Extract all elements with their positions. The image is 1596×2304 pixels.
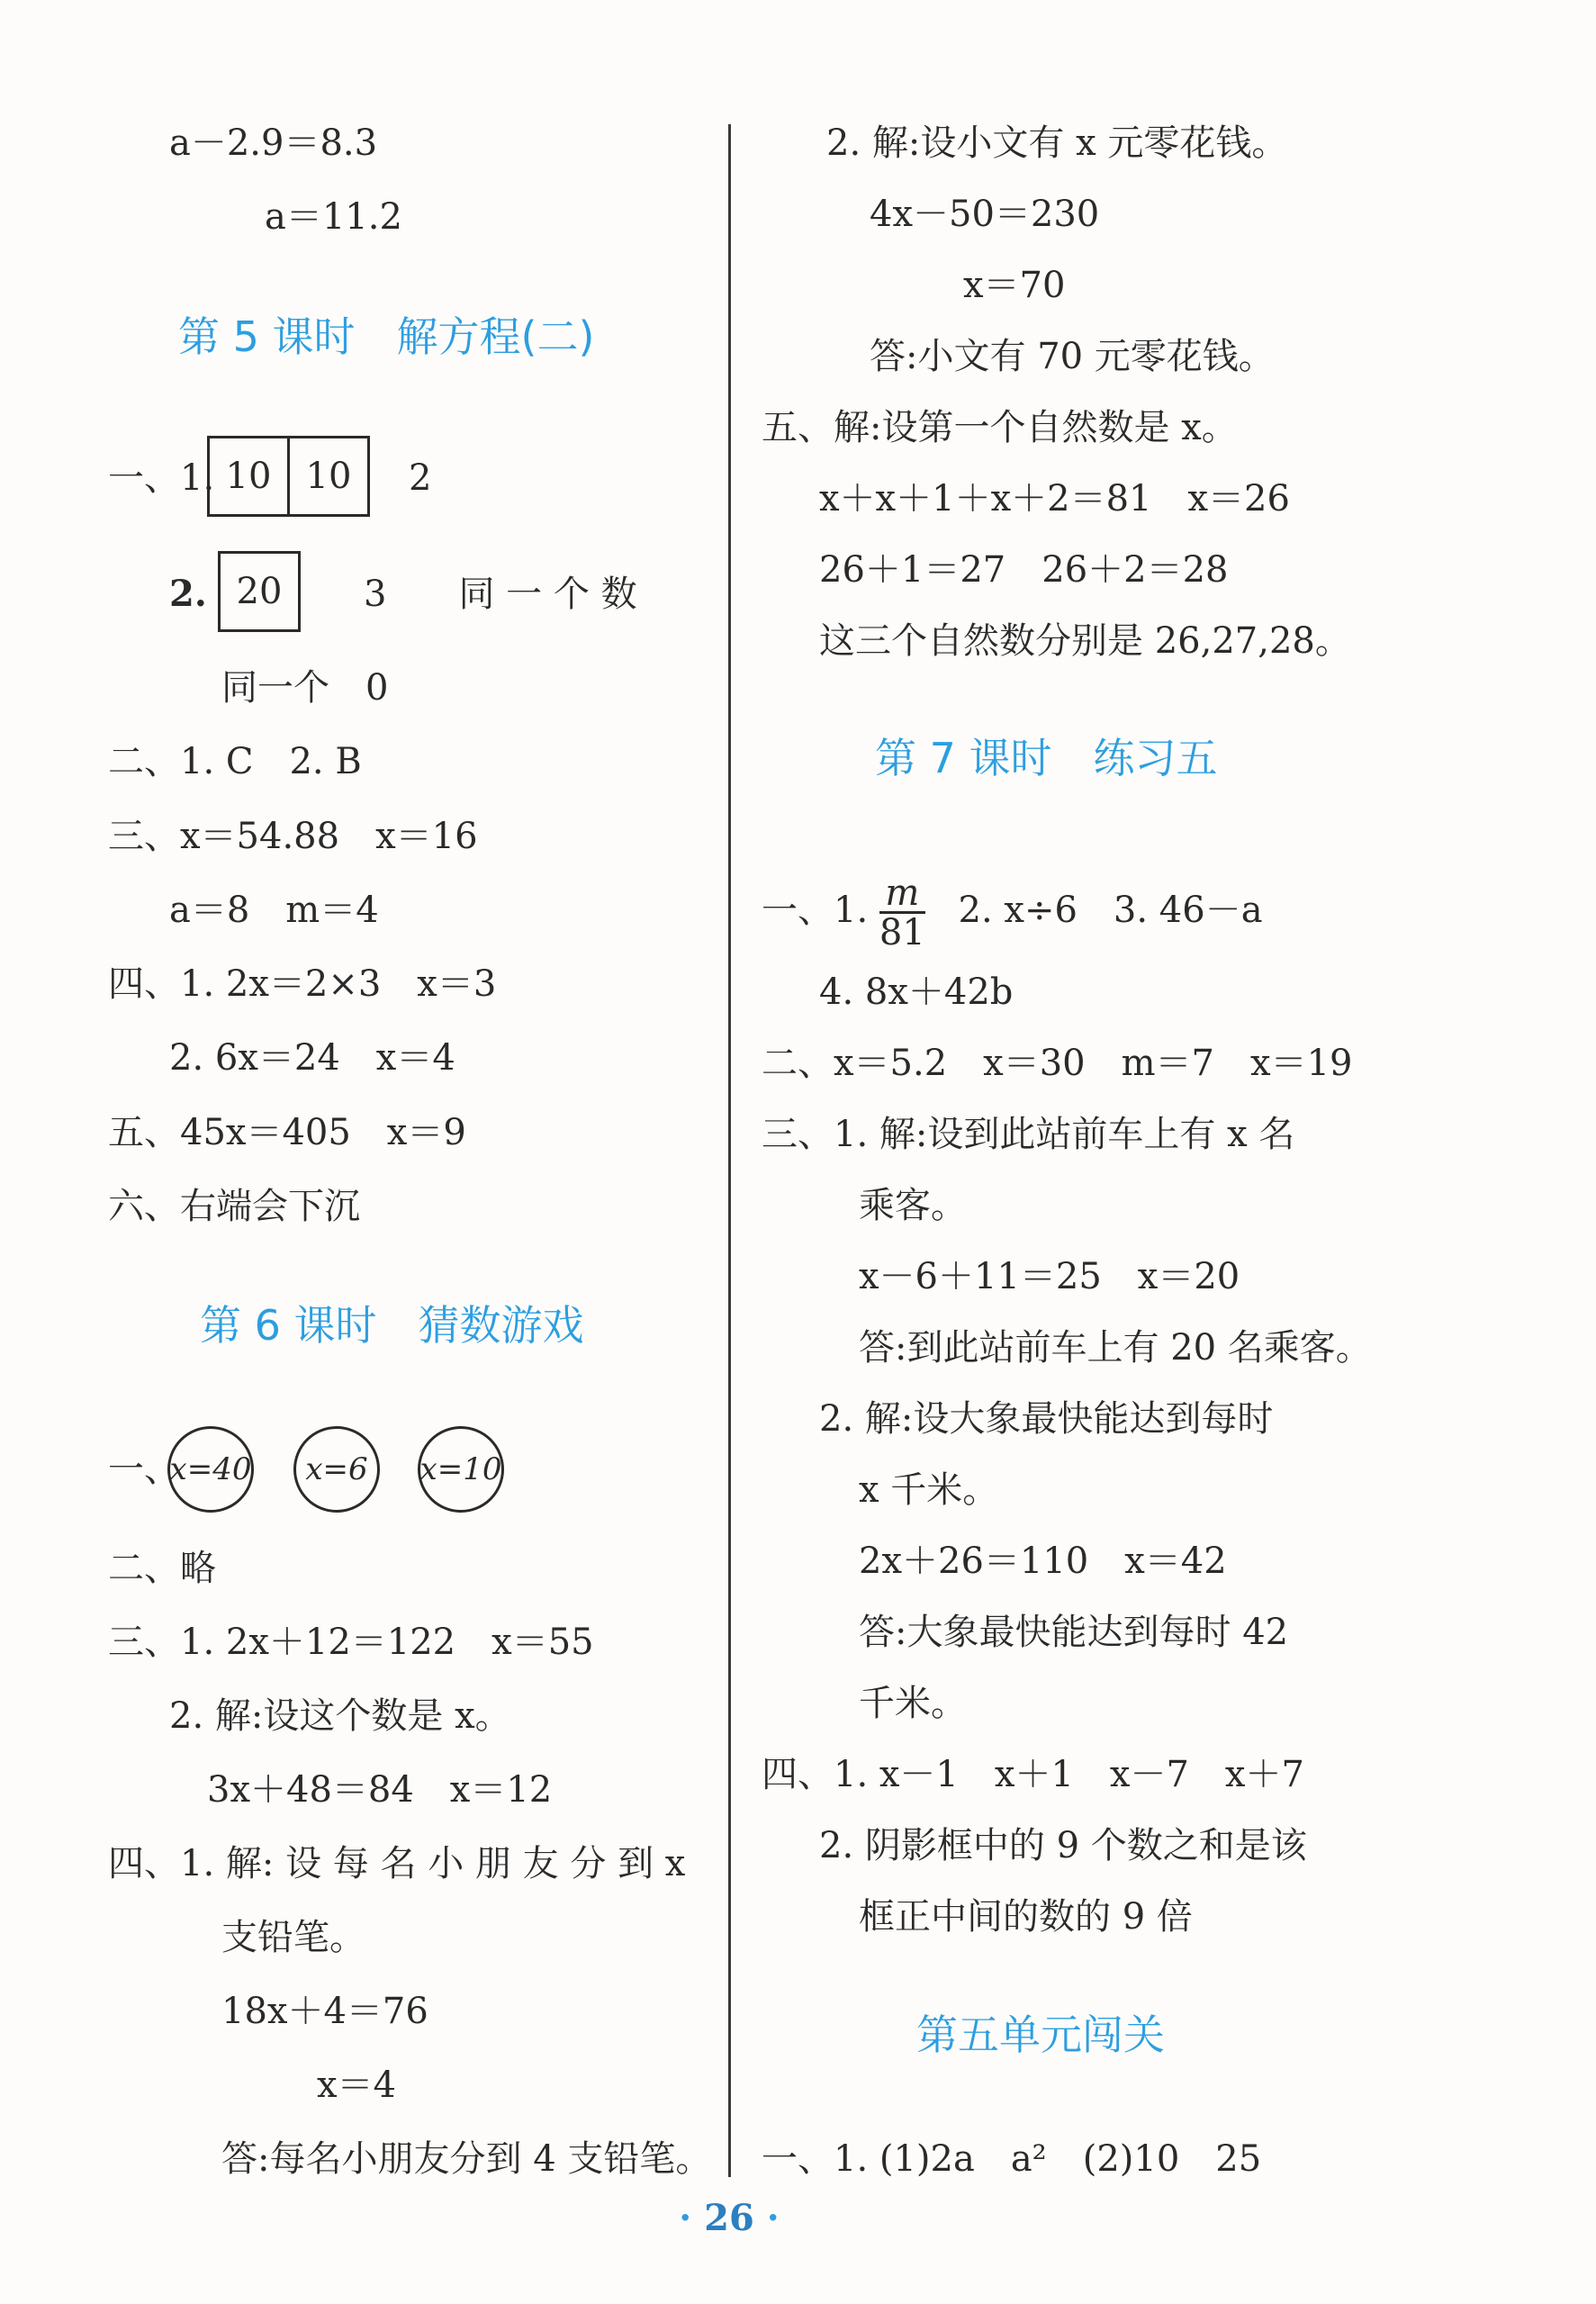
answer-line: 四、1. x－1 x＋1 x－7 x＋7 [762, 1754, 1304, 1795]
answer-line: a＝8 m＝4 [169, 890, 379, 931]
answer-line: 答:到此站前车上有 20 名乘客。 [859, 1327, 1372, 1369]
answer-text: 2 [409, 457, 432, 499]
answer-line: 支铅笔。 [221, 1917, 365, 1958]
answer-line: x－6＋11＝25 x＝20 [859, 1256, 1240, 1297]
fraction [879, 872, 925, 953]
answer-line: 二、1. C 2. B [108, 741, 362, 782]
eq-line: a＝11.2 [265, 196, 402, 238]
answer-line: 2. 6x＝24 x＝4 [169, 1037, 455, 1079]
answer-line: 四、1. 解: 设 每 名 小 朋 友 分 到 x [108, 1843, 686, 1884]
answer-line: 框正中间的数的 9 倍 [859, 1896, 1193, 1938]
q1-1-prefix: 一、1. [108, 457, 215, 499]
answer-line: 三、1. 解:设到此站前车上有 x 名 [762, 1114, 1295, 1155]
section-heading-lesson5: 第 5 课时 解方程(二) [178, 312, 595, 361]
answer-box: 10 [207, 436, 290, 517]
answer-box-pair [207, 436, 370, 517]
answer-line: 二、x＝5.2 x＝30 m＝7 x＝19 [762, 1043, 1353, 1084]
answer-line: 18x＋4＝76 [221, 1991, 428, 2032]
answer-line: x＋x＋1＋x＋2＝81 x＝26 [819, 478, 1290, 520]
page-number-value: 26 [704, 2197, 754, 2239]
answer-line: 3x＋48＝84 x＝12 [207, 1769, 553, 1811]
page-number-dot: · [679, 2197, 692, 2239]
item-number: 2. [169, 573, 207, 615]
answer-text: 同一个 0 [221, 667, 389, 709]
answer-line: 五、解:设第一个自然数是 x。 [762, 407, 1238, 448]
answer-line: 2x＋26＝110 x＝42 [859, 1541, 1227, 1582]
answer-line: 26＋1＝27 26＋2＝28 [819, 549, 1229, 591]
answer-line: 答:大象最快能达到每时 42 [859, 1612, 1289, 1653]
answer-line: 六、右端会下沉 [108, 1186, 360, 1227]
circled-answer: x=6 [293, 1426, 380, 1513]
answer-box-single [218, 551, 301, 632]
circled-answer: x=40 [167, 1426, 254, 1513]
answer-line: 三、1. 2x＋12＝122 x＝55 [108, 1622, 594, 1663]
p1-prefix: 一、1. [762, 890, 869, 931]
g1-prefix: 一、 [108, 1449, 180, 1490]
answer-line: 一、1. (1)2a a² (2)10 25 [762, 2138, 1262, 2180]
p1-rest: 2. x÷6 3. 46－a [958, 890, 1263, 931]
answer-box: 10 [290, 436, 370, 517]
fraction-numerator: m [879, 875, 925, 914]
answer-line: 三、x＝54.88 x＝16 [108, 816, 478, 857]
circled-answer: x=10 [418, 1426, 504, 1513]
answer-line: 二、略 [108, 1548, 216, 1589]
fraction-denominator: 81 [879, 911, 925, 953]
answer-line: 答:小文有 70 元零花钱。 [870, 336, 1275, 377]
answer-text: 3 同 一 个 数 [364, 574, 637, 615]
eq-line: a－2.9＝8.3 [169, 122, 378, 164]
answer-line: 4. 8x＋42b [819, 971, 1014, 1013]
section-heading-unit5: 第五单元闯关 [916, 2010, 1165, 2059]
answer-line: 四、1. 2x＝2×3 x＝3 [108, 963, 497, 1005]
answer-line: 2. 解:设小文有 x 元零花钱。 [826, 122, 1288, 164]
p1-line [762, 870, 1263, 952]
page-number [666, 2197, 792, 2239]
answer-line: 这三个自然数分别是 26,27,28。 [819, 620, 1351, 662]
answer-line: 2. 解:设这个数是 x。 [169, 1695, 511, 1737]
section-heading-lesson7: 第 7 课时 练习五 [875, 734, 1218, 782]
answer-line: 2. 阴影框中的 9 个数之和是该 [819, 1825, 1307, 1866]
answer-line: x 千米。 [859, 1469, 999, 1511]
answer-line: x＝70 [963, 265, 1066, 306]
answer-line: 答:每名小朋友分到 4 支铅笔。 [221, 2138, 712, 2180]
answer-line: 2. 解:设大象最快能达到每时 [819, 1398, 1274, 1440]
answer-line: 五、45x＝405 x＝9 [108, 1112, 466, 1153]
section-heading-lesson6: 第 6 课时 猜数游戏 [200, 1301, 584, 1350]
answer-box: 20 [218, 551, 301, 632]
answer-line: 乘客。 [859, 1185, 967, 1226]
column-divider [728, 124, 731, 2177]
answer-line: x＝4 [317, 2065, 397, 2106]
answer-line: 4x－50＝230 [870, 194, 1100, 235]
page-number-dot: · [766, 2197, 780, 2239]
answer-line: 千米。 [859, 1683, 967, 1724]
